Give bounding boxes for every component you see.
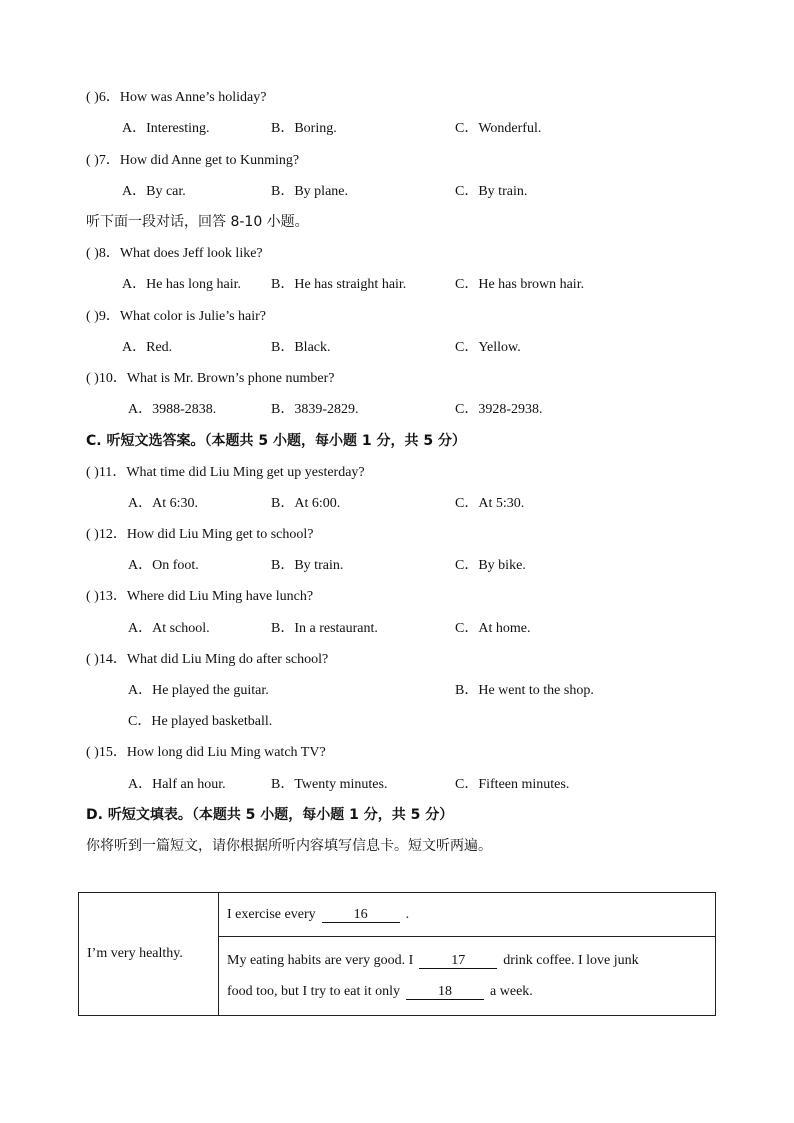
card-row1-prefix: I exercise every [227,906,316,922]
question-number: 11 [98,465,113,480]
answer-paren[interactable]: ( ) [86,465,99,480]
question-number: 15 [98,745,113,760]
option-b[interactable]: B．He went to the shop. [455,683,594,698]
card-left-label: I’m very healthy. [79,893,219,1016]
card-row1-suffix: . [405,906,410,922]
question-text: What time did Liu Ming get up yesterday? [126,465,365,480]
section-d-heading: D. 听短文填表。（本题共 5 小题，每小题 1 分，共 5 分） [86,807,454,823]
option-c[interactable]: C．He has brown hair. [455,277,585,292]
answer-paren[interactable]: ( ) [86,745,99,760]
question-text: What color is Julie’s hair? [119,309,267,324]
option-b[interactable]: B．By train. [271,558,344,573]
question-number: 9 [98,309,106,324]
option-b[interactable]: B．Black. [271,340,331,355]
option-a[interactable]: A．Red. [122,340,173,355]
question-14: ( )14．What did Liu Ming do after school? [86,652,329,667]
question-number: 8 [98,246,106,261]
question-number: 6 [98,90,106,105]
question-text: How did Anne get to Kunming? [119,153,300,168]
option-a[interactable]: A．By car. [122,184,186,199]
option-c[interactable]: C．Yellow. [455,340,521,355]
question-number: 12 [98,527,113,542]
question-number: 7 [98,153,106,168]
question-text: What did Liu Ming do after school? [126,652,329,667]
option-b[interactable]: B．In a restaurant. [271,621,378,636]
answer-paren[interactable]: ( ) [86,589,99,604]
option-a[interactable]: A．3988-2838. [128,402,217,417]
option-b[interactable]: B．Twenty minutes. [271,777,388,792]
answer-paren[interactable]: ( ) [86,527,99,542]
option-c[interactable]: C．Fifteen minutes. [455,777,570,792]
info-card-table [78,892,716,1016]
answer-paren[interactable]: ( ) [86,153,99,168]
answer-paren[interactable]: ( ) [86,246,99,261]
question-8: ( )8．What does Jeff look like? [86,246,263,261]
option-a[interactable]: A．Interesting. [122,121,210,136]
card-row2-text-c: food too, but I try to eat it only [227,984,401,999]
option-c[interactable]: C．By bike. [455,558,526,573]
option-a[interactable]: A．At 6:30. [128,496,198,511]
question-number: 10 [98,371,113,386]
option-a[interactable]: A．On foot. [128,558,199,573]
blank-16[interactable]: 16 [322,907,400,923]
option-a[interactable]: A．At school. [128,621,210,636]
card-row2-text-b: drink coffee. I love junk [503,953,639,968]
answer-paren[interactable]: ( ) [86,371,99,386]
question-text: What is Mr. Brown’s phone number? [126,371,335,386]
question-10: ( )10．What is Mr. Brown’s phone number? [86,371,335,386]
option-c[interactable]: C．Wonderful. [455,121,542,136]
option-c[interactable]: C．3928-2938. [455,402,543,417]
section-c-heading: C. 听短文选答案。（本题共 5 小题，每小题 1 分，共 5 分） [86,433,466,449]
question-7: ( )7．How did Anne get to Kunming? [86,153,300,168]
option-b[interactable]: B．Boring. [271,121,337,136]
option-b[interactable]: B．3839-2829. [271,402,359,417]
card-row2-text-d: a week. [490,984,533,999]
option-b[interactable]: B．At 6:00. [271,496,341,511]
question-text: How long did Liu Ming watch TV? [126,745,326,760]
blank-17[interactable]: 17 [419,953,497,969]
option-c[interactable]: C．By train. [455,184,528,199]
question-12: ( )12．How did Liu Ming get to school? [86,527,314,542]
question-6: ( )6．How was Anne’s holiday? [86,90,267,105]
card-row-2 [219,937,716,1016]
question-11: ( )11．What time did Liu Ming get up yesterday? [86,465,365,480]
question-number: 13 [98,589,113,604]
blank-18[interactable]: 18 [406,984,484,1000]
question-text: How did Liu Ming get to school? [126,527,314,542]
answer-paren[interactable]: ( ) [86,652,99,667]
option-b[interactable]: B．By plane. [271,184,348,199]
card-row-1 [219,893,716,937]
option-b[interactable]: B．He has straight hair. [271,277,407,292]
question-15: ( )15．How long did Liu Ming watch TV? [86,745,326,760]
option-c[interactable]: C．At home. [455,621,531,636]
section-d-intro: 你将听到一篇短文，请你根据所听内容填写信息卡。短文听两遍。 [86,838,492,854]
option-a[interactable]: A．He played the guitar. [128,683,269,698]
card-row2-text-a: My eating habits are very good. I [227,953,414,968]
question-text: How was Anne’s holiday? [119,90,267,105]
option-a[interactable]: A．He has long hair. [122,277,241,292]
answer-paren[interactable]: ( ) [86,309,99,324]
question-13: ( )13．Where did Liu Ming have lunch? [86,589,314,604]
question-text: Where did Liu Ming have lunch? [126,589,314,604]
question-9: ( )9．What color is Julie’s hair? [86,309,267,324]
question-number: 14 [98,652,113,667]
option-c[interactable]: C．At 5:30. [455,496,525,511]
option-c[interactable]: C．He played basketball. [128,714,273,729]
answer-paren[interactable]: ( ) [86,90,99,105]
question-text: What does Jeff look like? [119,246,263,261]
option-a[interactable]: A．Half an hour. [128,777,226,792]
instruction-8-10: 听下面一段对话，回答 8-10 小题。 [86,214,309,230]
